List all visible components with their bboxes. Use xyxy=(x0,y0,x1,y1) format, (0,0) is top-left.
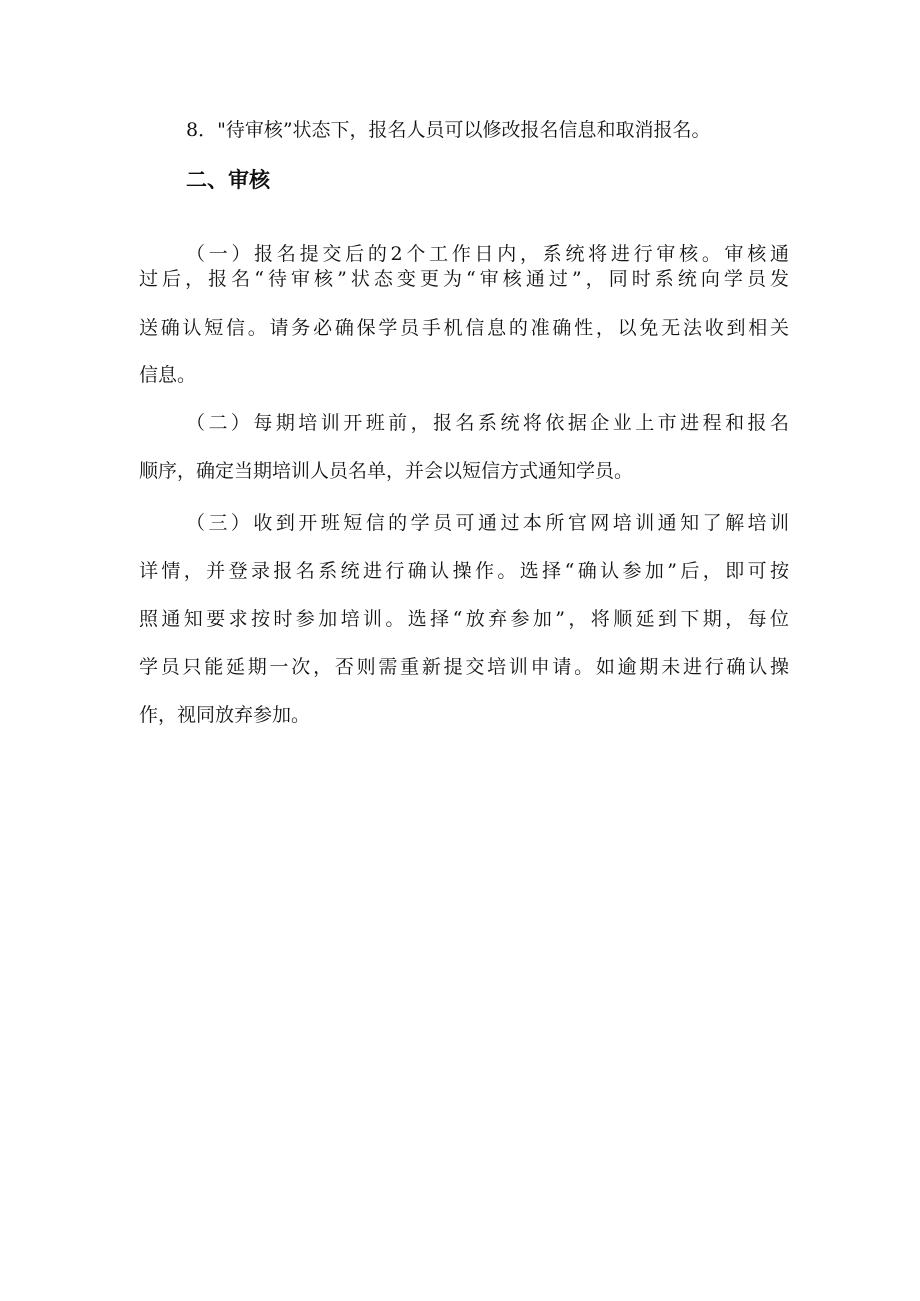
paragraph-3-line-3: 照通知要求按时参加培训。选择“放弃参加”，将顺延到下期，每位 xyxy=(139,608,789,630)
item-8-text: 8．"待审核”状态下，报名人员可以修改报名信息和取消报名。 xyxy=(186,119,711,141)
paragraph-1-line-3: 送确认短信。请务必确保学员手机信息的准确性，以免无法收到相关 xyxy=(139,317,789,339)
paragraph-2-line-1: （二）每期培训开班前，报名系统将依据企业上市进程和报名 xyxy=(186,412,789,434)
paragraph-3-line-2: 详情，并登录报名系统进行确认操作。选择“确认参加”后，即可按 xyxy=(139,560,789,582)
paragraph-1-line-1: （一）报名提交后的2个工作日内，系统将进行审核。审核通 xyxy=(186,243,789,265)
paragraph-2-line-2: 顺序，确定当期培训人员名单，并会以短信方式通知学员。 xyxy=(139,460,634,482)
paragraph-3-line-4: 学员只能延期一次，否则需重新提交培训申请。如逾期未进行确认操 xyxy=(139,656,789,678)
paragraph-1-line-4: 信息。 xyxy=(139,364,197,386)
section-heading-review: 二、审核 xyxy=(186,168,270,192)
paragraph-3-line-5: 作，视同放弃参加。 xyxy=(139,704,311,726)
paragraph-1-line-2: 过后，报名“待审核”状态变更为“审核通过”，同时系统向学员发 xyxy=(139,268,789,290)
paragraph-3-line-1: （三）收到开班短信的学员可通过本所官网培训通知了解培训 xyxy=(186,512,789,534)
